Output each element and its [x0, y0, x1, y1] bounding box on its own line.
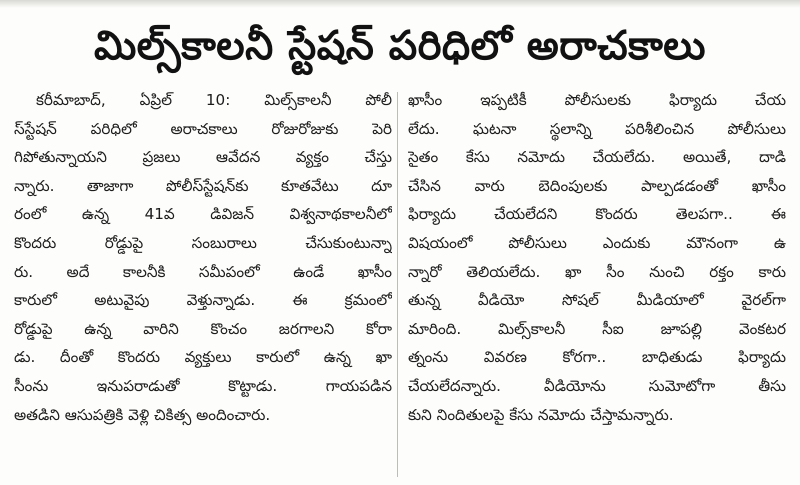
article-line: తున్న వీడియో సోషల్ మీడియాలో వైరల్‌గా: [408, 291, 786, 310]
article-line: డు. దీంతో కొందరు వ్యక్తులు కారులో ఉన్న ఖా: [14, 348, 392, 367]
article-line: త్నంను వివరణ కోరగా.. బాధితుడు ఫిర్యాదు: [408, 348, 786, 367]
article-line: విషయంలో పోలీసులు ఎందుకు మౌనంగా ఉ: [408, 233, 786, 252]
article-line: సీంను ఇనుపరాడుతో కొట్టాడు. గాయపడిన: [14, 376, 392, 395]
article-line: ఖాసీం ఇప్పటికీ పోలీసులకు ఫిర్యాదు చేయ: [408, 91, 786, 109]
article-headline: మిల్స్‌కాలనీ స్టేషన్ పరిధిలో అరాచకాలు: [93, 23, 707, 69]
article-line: స్‌స్టేషన్ పరిధిలో అరాచకాలు రోజురోజుకు పెరి: [14, 119, 392, 138]
article-line: అతడిని ఆసుపత్రికి వెళ్లి చికిత్స అందించారు.: [14, 405, 271, 424]
article-line: సైతం కేసు నమోదు చేయలేదు. అయితే, దాడి: [408, 148, 786, 167]
article-line: గిపోతున్నాయని ప్రజలు ఆవేదన వ్యక్తం చేస్తు: [14, 148, 392, 167]
column-divider: [397, 92, 398, 477]
article-line: ఫిర్యాదు చేయలేదని కొందరు తెలపగా.. ఈ: [408, 205, 786, 224]
article-line: న్నారు. తాజాగా పోలీస్‌స్టేషన్‌కు కూతవేటు దూ: [14, 176, 392, 195]
article-line: మారింది. మిల్స్‌కాలనీ సీఐ జూపల్లి వెంకటర: [408, 319, 786, 338]
article-left-column: [14, 86, 392, 429]
clipping-top-edge: [0, 0, 800, 8]
article-line: కొందరు రోడ్డుపై సంబురాలు చేసుకుంటున్నా: [14, 233, 392, 252]
article-line: రోడ్డుపై ఉన్న వారిని కొంచం జరగాలని కోరా: [14, 319, 392, 338]
article-line: రంలో ఉన్న 41వ డివిజన్ విశ్వనాథకాలనీలో: [14, 205, 392, 224]
article-line: చేయలేదన్నారు. వీడియోను సుమోటోగా తీసు: [408, 376, 786, 395]
article-line: కుని నిందితులపై కేసు నమోదు చేస్తామన్నారు.: [408, 405, 674, 424]
article-line: లేదు. ఘటనా స్థలాన్ని పరిశీలించిన పోలీసులు: [408, 119, 786, 138]
article-right-column: [408, 86, 786, 429]
article-line: న్నారో తెలియలేదు. ఖా సీం నుంచి రక్తం కారు: [408, 262, 786, 281]
article-line: రు. అదే కాలనీకి సమీపంలో ఉండే ఖాసీం: [14, 262, 392, 281]
article-line: చేసిన వారు బెదింపులకు పాల్పడడంతో ఖాసీం: [408, 176, 786, 195]
article-line: కారులో అటువైపు వెళ్తున్నాడు. ఈ క్రమంలో: [14, 291, 392, 310]
article-line: కరీమాబాద్, ఏప్రిల్ 10: మిల్స్‌కాలనీ పోలీ: [36, 91, 392, 109]
